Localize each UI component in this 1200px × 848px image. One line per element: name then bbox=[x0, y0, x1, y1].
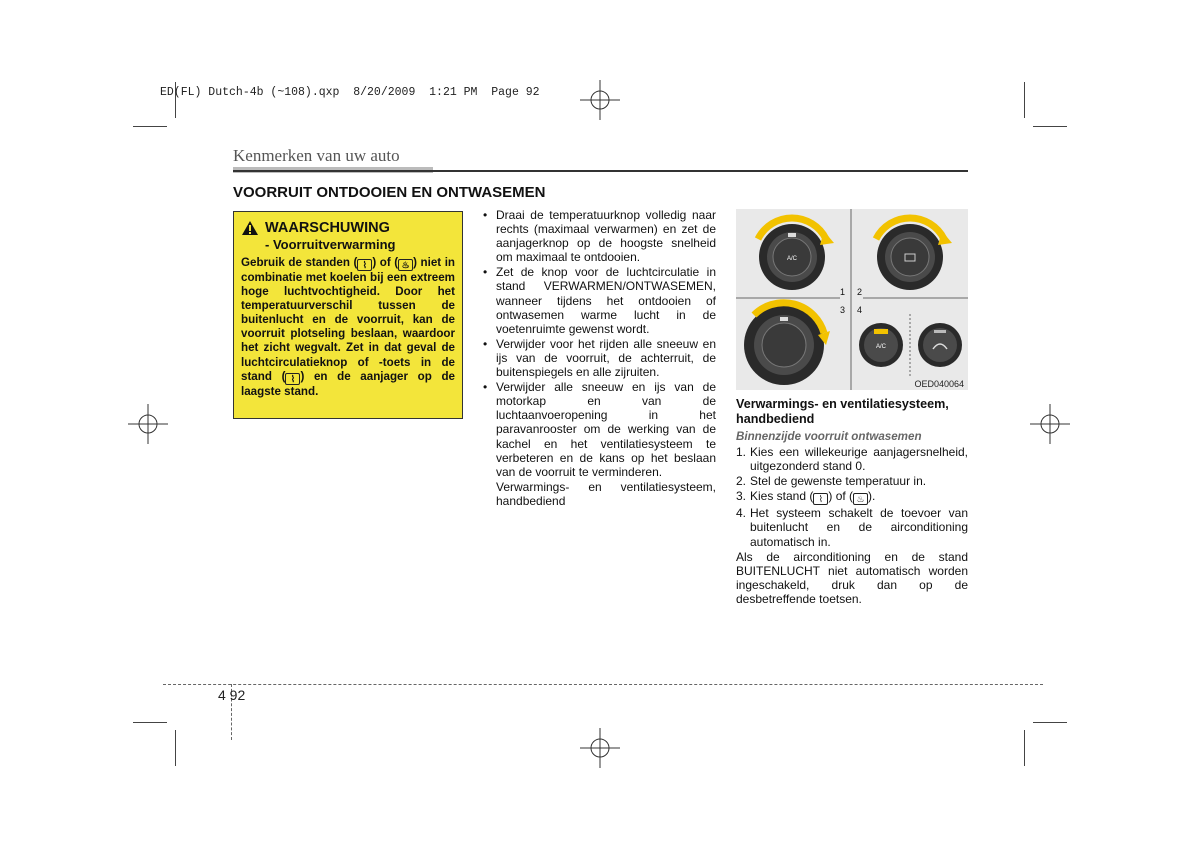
list-item-text: Verwijder voor het rijden alle sneeuw en ijs van de voorruit, de achterruit, de buitenspiegels en alle zijruiten. bbox=[496, 336, 716, 380]
warning-text-part: Gebruik de standen ( bbox=[241, 256, 358, 269]
fan-speed-knob-icon bbox=[758, 218, 834, 290]
print-slug: ED(FL) Dutch-4b (~108).qxp 8/20/2009 1:21 PM Page 92 bbox=[160, 86, 540, 99]
list-item-text: Draai de temperatuurknop volledig naar rechts (maximaal verwarmen) en zet de aanjagerknop op de hoogste snelheid om maximaal te ontdooien. bbox=[496, 208, 716, 265]
step-text: Kies een willekeurige aanjagersnelheid, uitgezonderd stand 0. bbox=[750, 445, 968, 474]
procedure-subheading: Binnenzijde voorruit ontwasemen bbox=[736, 430, 922, 443]
crop-mark bbox=[133, 722, 167, 723]
figure-label: 4 bbox=[857, 305, 863, 315]
ac-button-label: A/C bbox=[875, 344, 887, 350]
warning-text-part: ) of ( bbox=[372, 256, 399, 269]
warning-text-part: ) en de aanjager op de laagste stand. bbox=[241, 369, 455, 398]
procedure-heading: Verwarmings- en ventilatiesysteem, handbediend bbox=[736, 397, 949, 426]
instructions-column bbox=[482, 208, 716, 508]
list-item: • Draai de temperatuurknop volledig naar rechts (maximaal verwarmen) en zet de aanjagerknop op de hoogste snelheid om maximaal te ontdooien. bbox=[483, 208, 716, 265]
list-item: • Zet de knop voor de luchtcirculatie in stand VERWARMEN/ONTWASEMEN, wanneer tijdens het ontdooien of ontwasemen warme lucht in de voetenruimte gewenst wordt. bbox=[483, 265, 716, 336]
step-number: 2. bbox=[736, 474, 747, 489]
defrost-icon: ♨ bbox=[853, 493, 868, 505]
warning-text bbox=[241, 256, 455, 399]
step-text: ). bbox=[868, 489, 876, 504]
bullet-list bbox=[482, 208, 716, 479]
trailing-text: Verwarmings- en ventilatiesysteem, handbediend bbox=[496, 479, 716, 508]
step-item bbox=[736, 474, 968, 488]
crop-mark bbox=[1024, 82, 1025, 118]
step-number: 3. bbox=[736, 489, 747, 504]
procedure-column bbox=[736, 397, 968, 606]
figure-label: 1 bbox=[840, 287, 846, 297]
step-number: 4. bbox=[736, 506, 747, 521]
header-rule bbox=[233, 170, 968, 172]
figure-label: 2 bbox=[857, 287, 863, 297]
floor-defrost-icon: ⌇ bbox=[813, 493, 828, 505]
step-text: ) of ( bbox=[828, 489, 854, 504]
running-head: Kenmerken van uw auto bbox=[233, 146, 400, 165]
crop-mark bbox=[1024, 730, 1025, 766]
step-text: Het systeem schakelt de toevoer van buitenlucht en de airconditioning automatisch in. bbox=[750, 506, 968, 549]
step-item bbox=[736, 506, 968, 548]
step-text: Stel de gewenste temperatuur in. bbox=[750, 474, 927, 489]
floor-defrost-icon: ⌇ bbox=[285, 373, 300, 385]
climate-control-illustration bbox=[736, 209, 968, 390]
warning-title: WAARSCHUWING bbox=[265, 220, 390, 236]
air-mode-knob-icon bbox=[744, 303, 830, 385]
page-number: 4 92 bbox=[218, 687, 246, 703]
defrost-icon: ♨ bbox=[398, 259, 413, 271]
closing-text: Als de airconditioning en de stand BUITENLUCHT niet automatisch worden ingeschakeld, druk dan op de desbetreffende toetsen. bbox=[736, 549, 968, 606]
step-list bbox=[736, 445, 968, 549]
step-item bbox=[736, 445, 968, 473]
step-number: 1. bbox=[736, 445, 747, 460]
step-text: Kies stand ( bbox=[750, 489, 814, 504]
registration-crosshair-icon bbox=[580, 80, 620, 120]
list-item-text: Verwijder alle sneeuw en ijs van de motorkap en van de luchtaanvoeropening in het paravanrooster om de werking van de kachel en het ventilatiesysteem te verbeteren en de kans op het beslaan van de voorruit te verminderen. bbox=[496, 380, 716, 479]
footer-rule bbox=[163, 684, 1043, 685]
registration-crosshair-icon bbox=[580, 728, 620, 768]
step-item bbox=[736, 489, 968, 505]
svg-text:A/C: A/C bbox=[786, 256, 798, 262]
figure-code: OED040064 bbox=[914, 379, 964, 389]
climate-control-figure bbox=[736, 209, 968, 390]
registration-crosshair-icon bbox=[128, 404, 168, 444]
floor-defrost-icon: ⌇ bbox=[357, 259, 372, 271]
warning-box bbox=[233, 211, 463, 419]
registration-crosshair-icon bbox=[1030, 404, 1070, 444]
crop-mark bbox=[175, 730, 176, 766]
warning-text-part: ) niet in combinatie met koelen bij een extreem hoge luchtvochtigheid. Door het temperatuurverschil tussen de buitenlucht en de voorruit, kan de voorruit plotseling beslaan, waardoor het zicht wegvalt. Zet in dat geval de luchtcirculatieknop of -toets in de stand ( bbox=[241, 256, 455, 383]
temperature-knob-icon bbox=[876, 218, 952, 290]
list-item-text: Zet de knop voor de luchtcirculatie in stand VERWARMEN/ONTWASEMEN, wanneer tijdens het ontdooien of ontwasemen warme lucht in de voetenruimte gewenst wordt. bbox=[496, 265, 716, 336]
list-item: • Verwijder alle sneeuw en ijs van de motorkap en van de luchtaanvoeropening in het paravanrooster om de werking van de kachel en het ventilatiesysteem te verbeteren en de kans op het beslaan van de voorruit te verminderen. bbox=[483, 380, 716, 479]
warning-triangle-icon bbox=[241, 220, 259, 236]
crop-mark bbox=[1033, 722, 1067, 723]
list-item: • Verwijder voor het rijden alle sneeuw en ijs van de voorruit, de achterruit, de buitenspiegels en alle zijruiten. bbox=[483, 336, 716, 380]
recirculation-button-icon bbox=[918, 323, 962, 367]
crop-mark bbox=[133, 126, 167, 127]
section-title: VOORRUIT ONTDOOIEN EN ONTWASEMEN bbox=[233, 184, 546, 201]
ac-button-icon bbox=[859, 323, 903, 367]
warning-subtitle: - Voorruitverwarming bbox=[265, 237, 396, 252]
crop-mark bbox=[1033, 126, 1067, 127]
figure-label: 3 bbox=[840, 305, 846, 315]
